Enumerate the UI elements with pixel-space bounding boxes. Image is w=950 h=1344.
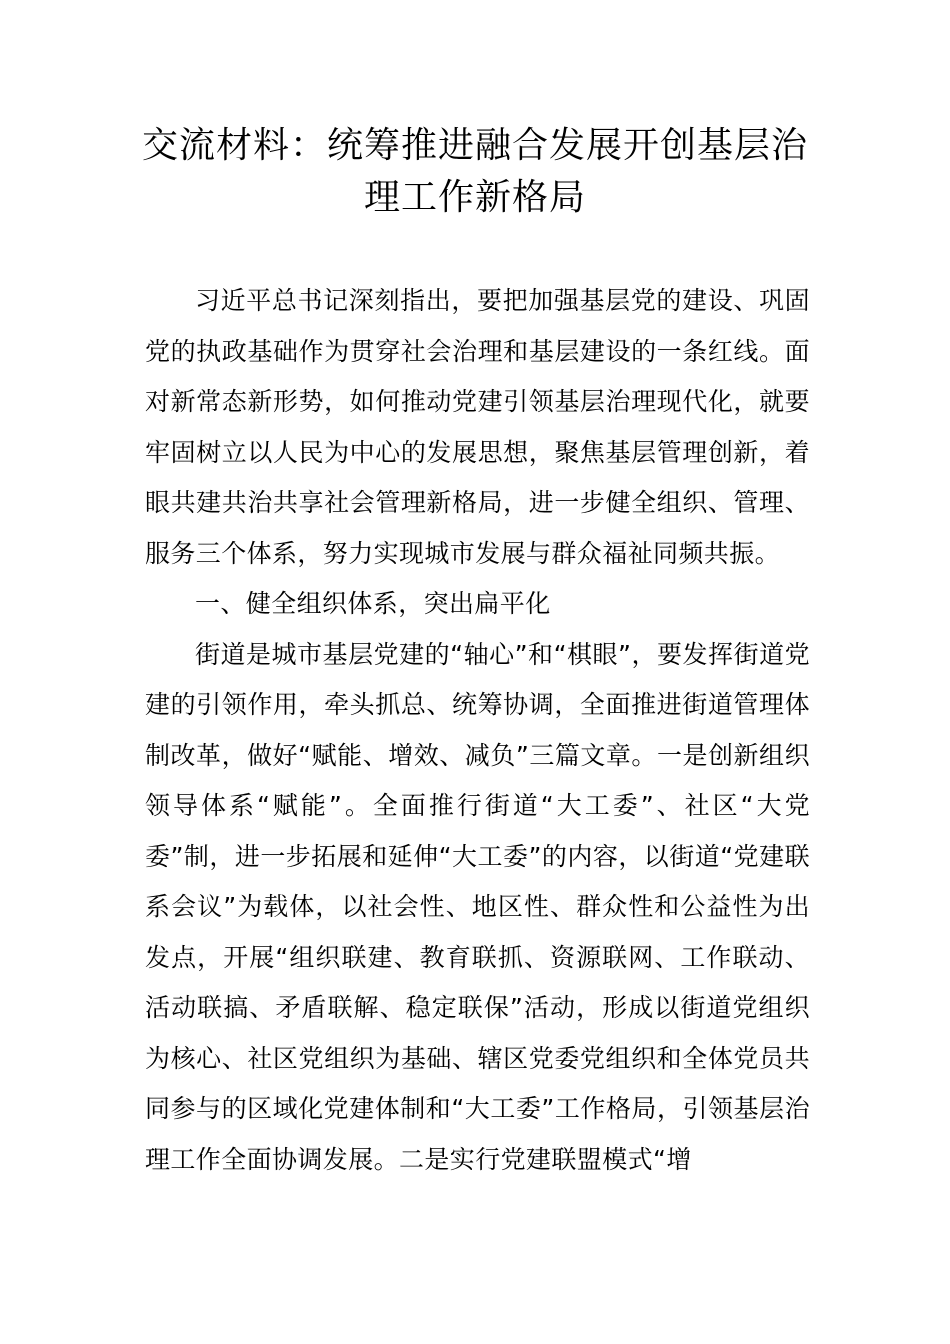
title-line-1: 交流材料：统筹推进融合发展开创基层治 (141, 125, 808, 166)
section-heading-1: 一、健全组织体系，突出扁平化 (195, 589, 551, 618)
paragraph-section-1: 街道是城市基层党建的“轴心”和“棋眼”，要发挥街道党建的引领作用，牵头抓总、统筹协调，全面推进街道管理体制改革，做好“赋能、增效、减负”三篇文章。一是创新组织领导体系“赋能”。全面推行街道“大工委”、社区“大党委”制，进一步拓展和延伸“大工委”的内容，以街道“党建联系会议”为载体，以社会性、地区性、群众性和公益性为出发点，开展“组织联建、教育联抓、资源联网、工作联动、活动联搞、矛盾联解、稳定联保”活动，形成以街道党组织为核心、社区党组织为基础、辖区党委党组织和全体党员共同参与的区域化党建体制和“大工委”工作格局，引领基层治理工作全面协调发展。二是实行党建联盟模式“增 (145, 639, 810, 1174)
document-body (145, 276, 810, 1185)
paragraph-intro: 习近平总书记深刻指出，要把加强基层党的建设、巩固党的执政基础作为贯穿社会治理和基层建设的一条红线。面对新常态新形势，如何推动党建引领基层治理现代化，就要牢固树立以人民为中心的发展思想，聚焦基层管理创新，着眼共建共治共享社会管理新格局，进一步健全组织、管理、服务三个体系，努力实现城市发展与群众福祉同频共振。 (145, 286, 810, 568)
title-line-2: 理工作新格局 (363, 177, 586, 218)
document-title (130, 120, 820, 224)
